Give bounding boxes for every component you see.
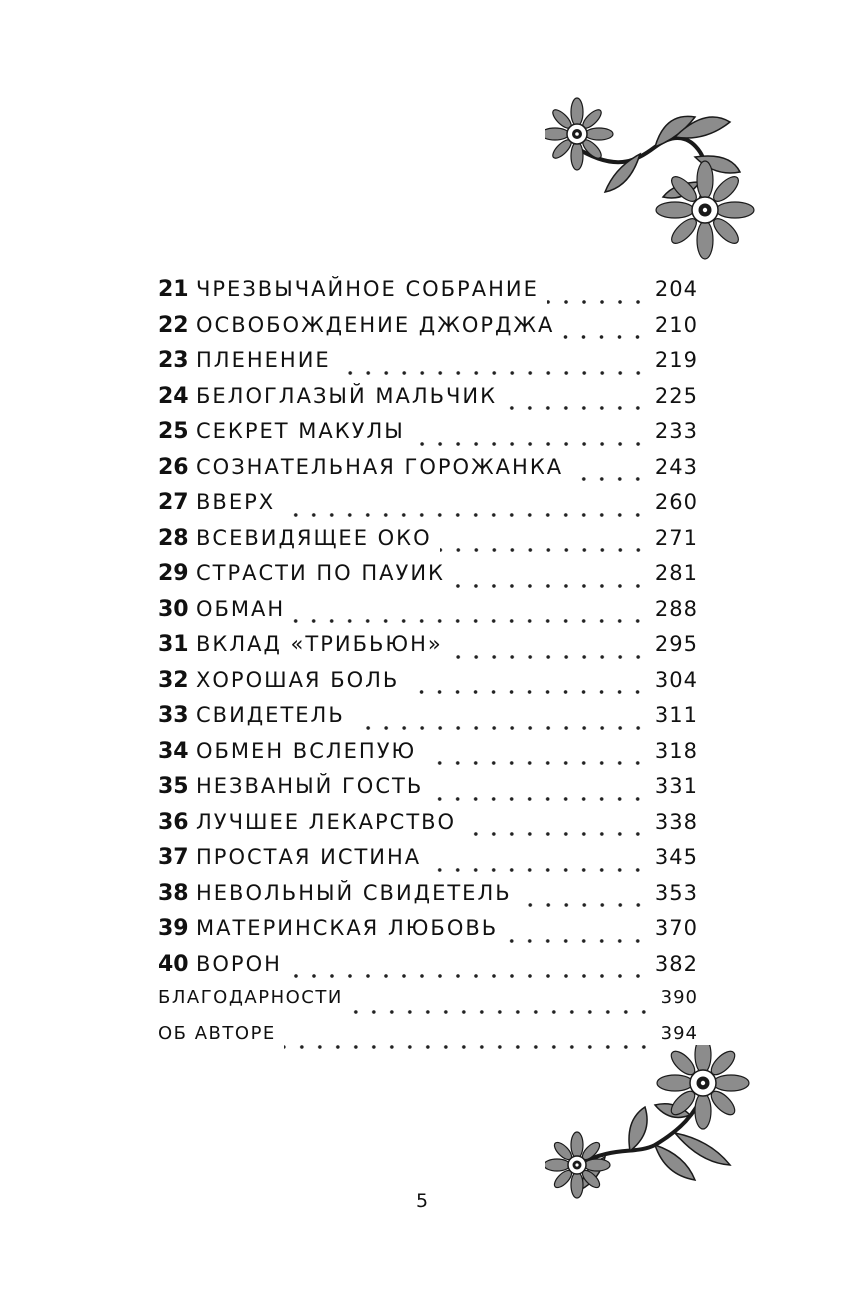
chapter-number: 29 xyxy=(158,561,189,586)
chapter-number: 22 xyxy=(158,312,189,338)
page-ref: 210 xyxy=(654,312,698,337)
dot-leader xyxy=(353,723,647,733)
page-ref: 390 xyxy=(660,987,698,1008)
page-ref: 353 xyxy=(654,880,698,905)
eye-flower-vine-top-icon xyxy=(545,92,755,262)
chapter-title: ВСЕВИДЯЩЕЕ ОКО xyxy=(196,525,432,550)
eye-flower-small-icon xyxy=(545,1132,610,1198)
chapter-number: 27 xyxy=(158,490,189,515)
page-ref: 331 xyxy=(654,774,698,798)
dot-leader xyxy=(562,332,646,342)
chapter-number: 21 xyxy=(158,277,189,302)
toc-entry[interactable] xyxy=(158,739,698,775)
dot-leader xyxy=(440,545,647,555)
page-ref: 338 xyxy=(654,809,698,834)
toc-entry[interactable] xyxy=(158,916,698,952)
page-ref: 260 xyxy=(654,490,698,514)
toc-entry[interactable] xyxy=(158,774,698,810)
chapter-number: 36 xyxy=(158,809,189,835)
toc-entry[interactable] xyxy=(158,810,698,846)
chapter-title: ОСВОБОЖДЕНИЕ ДЖОРДЖА xyxy=(196,312,555,337)
page-number: 5 xyxy=(415,1190,429,1212)
dot-leader xyxy=(547,297,647,307)
page-ref: 318 xyxy=(654,738,698,763)
chapter-title: НЕВОЛЬНЫЙ СВИДЕТЕЛЬ xyxy=(196,880,512,905)
section-title: ОБ АВТОРЕ xyxy=(158,1022,276,1044)
page-ref: 225 xyxy=(654,383,698,408)
toc-entry[interactable] xyxy=(158,668,698,704)
chapter-title: ВКЛАД «ТРИБЬЮН» xyxy=(196,632,443,656)
toc-entry[interactable] xyxy=(158,881,698,917)
toc-entry[interactable] xyxy=(158,845,698,881)
toc-entry[interactable] xyxy=(158,313,698,349)
toc-entry[interactable] xyxy=(158,632,698,668)
page-ref: 288 xyxy=(654,596,698,621)
dot-leader xyxy=(571,474,647,484)
chapter-title: ОБМЕН ВСЛЕПУЮ xyxy=(196,738,417,763)
page-ref: 295 xyxy=(654,632,698,656)
table-of-contents xyxy=(158,277,698,1058)
dot-leader xyxy=(290,971,647,981)
chapter-title: СЕКРЕТ МАКУЛЫ xyxy=(196,419,405,443)
chapter-number: 23 xyxy=(158,348,189,373)
chapter-number: 30 xyxy=(158,596,189,622)
chapter-number: 26 xyxy=(158,454,189,480)
eye-flower-large-icon xyxy=(656,161,754,259)
page-ref: 345 xyxy=(654,845,698,869)
toc-extra-entry[interactable] xyxy=(158,987,698,1023)
chapter-number: 33 xyxy=(158,703,189,728)
dot-leader xyxy=(429,865,647,875)
dot-leader xyxy=(453,581,647,591)
chapter-title: ЛУЧШЕЕ ЛЕКАРСТВО xyxy=(196,809,457,834)
dot-leader xyxy=(293,616,647,626)
chapter-title: ВВЕРХ xyxy=(196,490,276,514)
chapter-number: 37 xyxy=(158,845,189,870)
dot-leader xyxy=(506,936,647,946)
toc-entry[interactable] xyxy=(158,277,698,313)
chapter-number: 35 xyxy=(158,774,189,799)
toc-entry[interactable] xyxy=(158,597,698,633)
chapter-number: 32 xyxy=(158,667,189,693)
dot-leader xyxy=(505,403,647,413)
chapter-number: 40 xyxy=(158,951,189,977)
dot-leader xyxy=(424,758,647,768)
chapter-title: ЧРЕЗВЫЧАЙНОЕ СОБРАНИЕ xyxy=(196,277,539,301)
page-ref: 311 xyxy=(654,703,698,727)
chapter-number: 34 xyxy=(158,738,189,764)
chapter-number: 31 xyxy=(158,632,189,657)
chapter-title: СОЗНАТЕЛЬНАЯ ГОРОЖАНКА xyxy=(196,454,564,479)
page-ref: 243 xyxy=(654,454,698,479)
eye-flower-vine-bottom-icon xyxy=(545,1045,755,1200)
dot-leader xyxy=(520,900,647,910)
toc-entry[interactable] xyxy=(158,526,698,562)
chapter-title: ВОРОН xyxy=(196,951,282,976)
chapter-title: БЕЛОГЛАЗЫЙ МАЛЬЧИК xyxy=(196,383,498,408)
page-ref: 281 xyxy=(654,561,698,585)
toc-entry[interactable] xyxy=(158,703,698,739)
chapter-number: 28 xyxy=(158,525,189,551)
dot-leader xyxy=(413,439,647,449)
dot-leader xyxy=(451,652,647,662)
page-ref: 219 xyxy=(654,348,698,372)
chapter-title: МАТЕРИНСКАЯ ЛЮБОВЬ xyxy=(196,916,499,940)
chapter-title: СВИДЕТЕЛЬ xyxy=(196,703,345,727)
chapter-number: 24 xyxy=(158,383,189,409)
page-ref: 394 xyxy=(660,1022,698,1044)
dot-leader xyxy=(283,510,647,520)
page-ref: 370 xyxy=(654,916,698,940)
chapter-title: ПЛЕНЕНИЕ xyxy=(196,348,331,372)
dot-leader xyxy=(464,829,647,839)
chapter-number: 25 xyxy=(158,419,189,444)
toc-entry[interactable] xyxy=(158,419,698,455)
chapter-title: ХОРОШАЯ БОЛЬ xyxy=(196,667,400,692)
toc-entry[interactable] xyxy=(158,490,698,526)
chapter-title: ПРОСТАЯ ИСТИНА xyxy=(196,845,422,869)
page-ref: 233 xyxy=(654,419,698,443)
section-title: БЛАГОДАРНОСТИ xyxy=(158,987,343,1008)
toc-entry[interactable] xyxy=(158,455,698,491)
dot-leader xyxy=(339,368,647,378)
chapter-title: СТРАСТИ ПО ПАУИК xyxy=(196,561,445,585)
page-ref: 304 xyxy=(654,667,698,692)
chapter-title: ОБМАН xyxy=(196,596,286,621)
chapter-number: 39 xyxy=(158,916,189,941)
chapter-number: 38 xyxy=(158,880,189,906)
dot-leader xyxy=(431,794,647,804)
toc-entry[interactable] xyxy=(158,561,698,597)
page-ref: 204 xyxy=(654,277,698,301)
toc-entry[interactable] xyxy=(158,384,698,420)
page-ref: 271 xyxy=(654,525,698,550)
dot-leader xyxy=(351,1007,653,1017)
dot-leader xyxy=(407,687,647,697)
page-ref: 382 xyxy=(654,951,698,976)
toc-entry[interactable] xyxy=(158,348,698,384)
chapter-title: НЕЗВАНЫЙ ГОСТЬ xyxy=(196,774,424,798)
toc-entry[interactable] xyxy=(158,952,698,988)
